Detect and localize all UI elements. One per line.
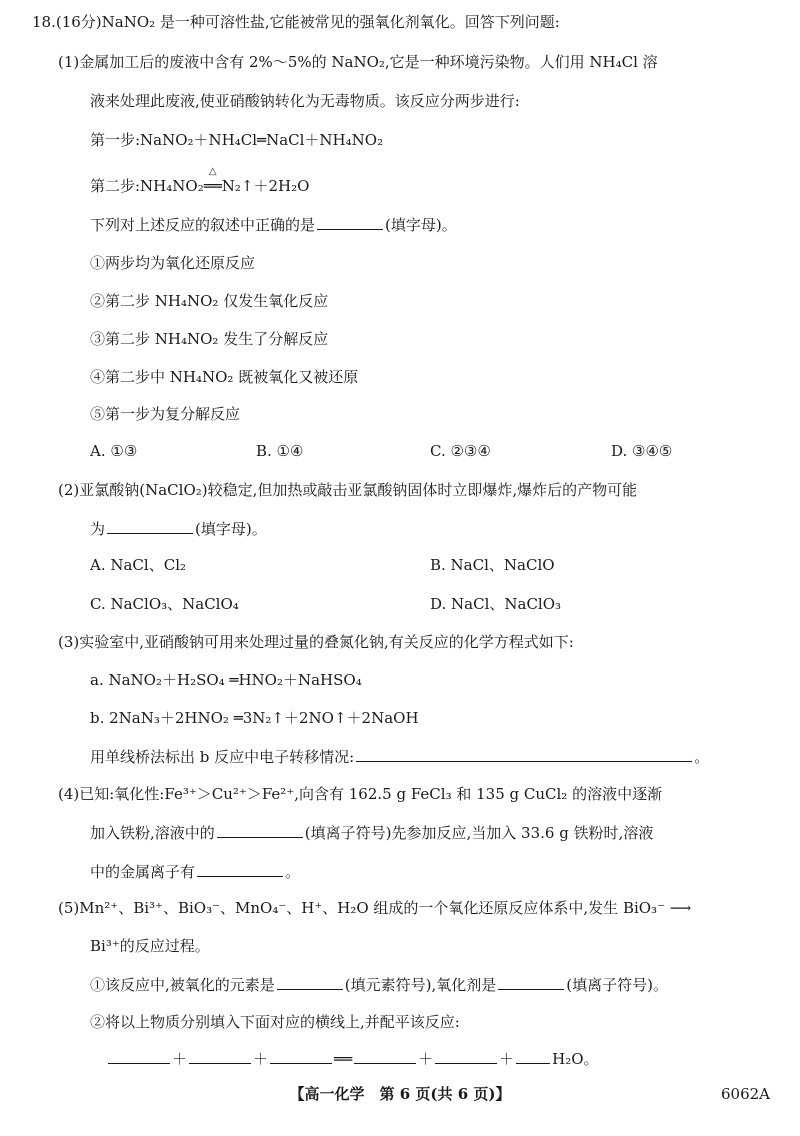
part4-line1: (4)已知:氧化性:Fe³⁺＞Cu²⁺＞Fe²⁺,向含有 162.5 g FeCl₃ 和 135 g CuCl₂ 的溶液中逐渐	[58, 785, 663, 803]
part2-option-a[interactable]: A. NaCl、Cl₂	[90, 556, 186, 574]
plus-sign: ＋	[253, 1050, 269, 1068]
step2-left: 第二步:NH₄NO₂	[90, 177, 204, 195]
part2-line1: (2)亚氯酸钠(NaClO₂)较稳定,但加热或敲击亚氯酸钠固体时立即爆炸,爆炸后的产物可能	[58, 481, 638, 499]
plus-sign: ＋	[172, 1050, 188, 1068]
part4-line2-post: (填离子符号)先参加反应,当加入 33.6 g 铁粉时,溶液	[304, 824, 654, 842]
equation-a: a. NaNO₂＋H₂SO₄ ═HNO₂＋NaHSO₄	[90, 671, 362, 689]
part1-line2: 液来处理此废液,使亚硝酸钠转化为无毒物质。该反应分两步进行:	[90, 92, 520, 110]
step2-right: N₂↑＋2H₂O	[221, 177, 310, 195]
answer-blank-5[interactable]	[197, 861, 283, 877]
statement-3: ③第二步 NH₄NO₂ 发生了分解反应	[90, 330, 329, 348]
balance-blank-2[interactable]	[189, 1048, 251, 1064]
answer-blank-4[interactable]	[217, 822, 303, 838]
part5-q1-pre: ①该反应中,被氧化的元素是	[90, 976, 275, 994]
balance-blank-3[interactable]	[270, 1048, 332, 1064]
part4-line3-pre: 中的金属离子有	[90, 863, 196, 881]
balance-blank-6[interactable]	[516, 1048, 550, 1064]
part3-ask-pre: 用单线桥法标出 b 反应中电子转移情况:	[90, 748, 355, 766]
heat-equals-sign	[203, 166, 222, 196]
part2-ask-pre: 为	[90, 520, 106, 538]
part4-line2-pre: 加入铁粉,溶液中的	[90, 824, 215, 842]
plus-sign: ＋	[499, 1050, 515, 1068]
statement-5: ⑤第一步为复分解反应	[90, 405, 241, 423]
answer-blank-6[interactable]	[277, 974, 343, 990]
equation-b: b. 2NaN₃＋2HNO₂ ═3N₂↑＋2NO↑＋2NaOH	[90, 709, 419, 727]
part2-option-b[interactable]: B. NaCl、NaClO	[430, 556, 555, 574]
part3-ask-post: 。	[694, 748, 710, 766]
answer-blank-2[interactable]	[107, 518, 193, 534]
part3-line1: (3)实验室中,亚硝酸钠可用来处理过量的叠氮化钠,有关反应的化学方程式如下:	[58, 633, 574, 651]
equals-sign: ══	[203, 177, 222, 195]
part4-line2	[90, 822, 653, 843]
part4-line3-post: 。	[285, 863, 301, 881]
part5-q1-post: (填离子符号)。	[566, 976, 668, 994]
part2-ask-post: (填字母)。	[195, 520, 267, 538]
part5-line2: Bi³⁺的反应过程。	[90, 937, 210, 955]
statement-1: ①两步均为氧化还原反应	[90, 254, 256, 272]
part1-step1: 第一步:NaNO₂＋NH₄Cl═NaCl＋NH₄NO₂	[90, 131, 384, 149]
balance-blank-5[interactable]	[435, 1048, 497, 1064]
answer-blank-7[interactable]	[498, 974, 564, 990]
footer-page-info: 【高一化学 第 6 页(共 6 页)】	[289, 1085, 511, 1103]
plus-sign: ＋	[418, 1050, 434, 1068]
part1-option-c[interactable]: C. ②③④	[430, 442, 491, 460]
part1-ask	[90, 214, 457, 235]
question-header: 18.(16分)NaNO₂ 是一种可溶性盐,它能被常见的强氧化剂氧化。回答下列问题:	[32, 13, 560, 31]
statement-2: ②第二步 NH₄NO₂ 仅发生氧化反应	[90, 292, 329, 310]
part1-line1: (1)金属加工后的废液中含有 2%～5%的 NaNO₂,它是一种环境污染物。人们用 NH₄Cl 溶	[58, 53, 658, 71]
part4-line3	[90, 861, 300, 882]
balance-blank-1[interactable]	[108, 1048, 170, 1064]
part5-line1: (5)Mn²⁺、Bi³⁺、BiO₃⁻、MnO₄⁻、H⁺、H₂O 组成的一个氧化还原反应体系中,发生 BiO₃⁻ ⟶	[58, 899, 692, 917]
part2-ask	[90, 518, 267, 539]
balance-equation	[106, 1048, 599, 1069]
part1-ask-post: (填字母)。	[385, 216, 457, 234]
footer-code: 6062A	[720, 1085, 770, 1103]
equals-sign: ══	[334, 1050, 353, 1068]
answer-blank-1[interactable]	[317, 214, 383, 230]
part1-ask-pre: 下列对上述反应的叙述中正确的是	[90, 216, 316, 234]
part1-option-a[interactable]: A. ①③	[90, 442, 138, 460]
balance-blank-4[interactable]	[354, 1048, 416, 1064]
heat-triangle-icon: △	[208, 166, 217, 177]
answer-blank-3[interactable]	[356, 746, 692, 762]
part1-option-d[interactable]: D. ③④⑤	[611, 442, 673, 460]
part5-q1-mid: (填元素符号),氧化剂是	[344, 976, 497, 994]
part1-option-b[interactable]: B. ①④	[256, 442, 304, 460]
statement-4: ④第二步中 NH₄NO₂ 既被氧化又被还原	[90, 368, 359, 386]
part5-q2: ②将以上物质分别填入下面对应的横线上,并配平该反应:	[90, 1013, 460, 1031]
water-term: H₂O。	[552, 1050, 599, 1068]
part3-ask	[90, 746, 709, 767]
part2-option-d[interactable]: D. NaCl、NaClO₃	[430, 595, 562, 613]
part1-step2	[90, 166, 310, 196]
part5-q1	[90, 974, 668, 995]
part2-option-c[interactable]: C. NaClO₃、NaClO₄	[90, 595, 239, 613]
